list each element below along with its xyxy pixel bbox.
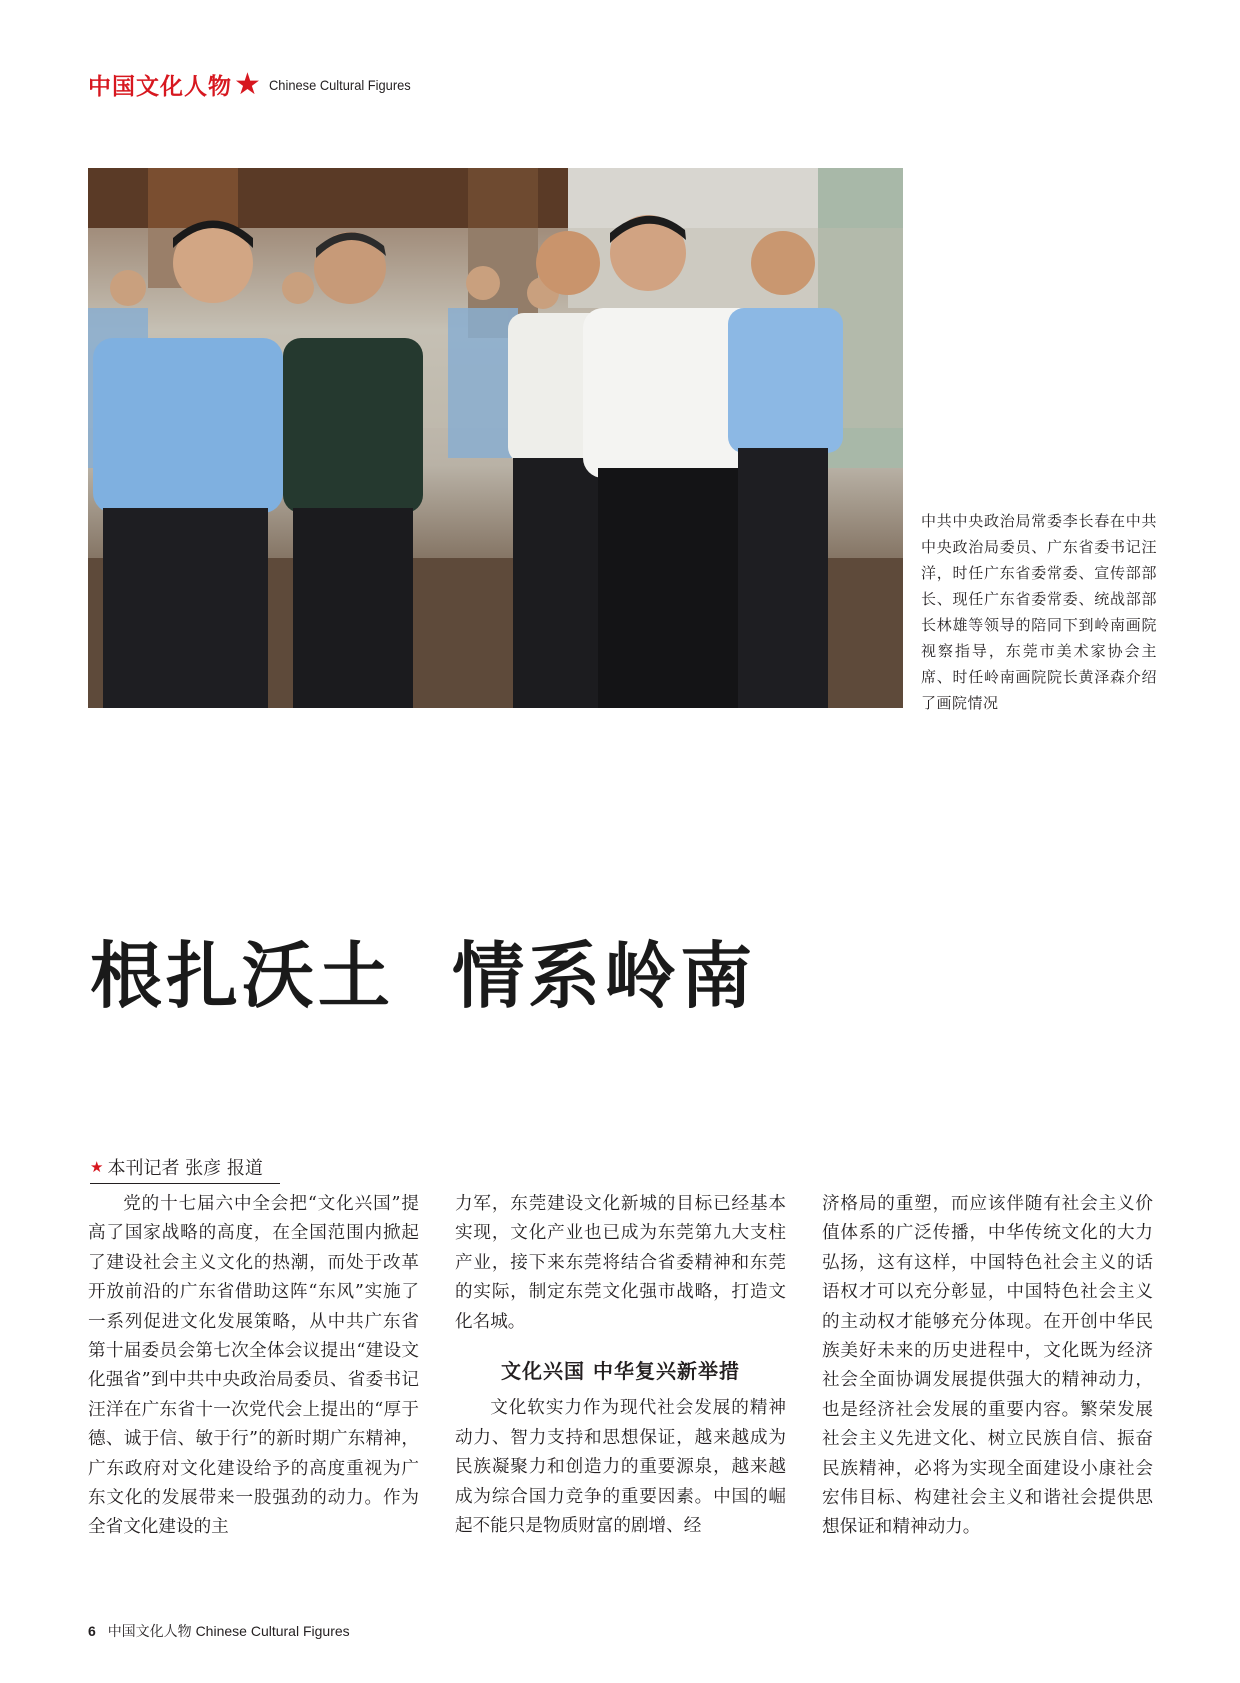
- magazine-logo-en: Chinese Cultural Figures: [268, 76, 411, 93]
- paragraph: 力军，东莞建设文化新城的目标已经基本实现，文化产业也已成为东莞第九大支柱产业，接下来东莞将结合省委精神和东莞的实际，制定东莞文化强市战略，打造文化名城。: [455, 1194, 786, 1332]
- paragraph: 党的十七届六中全会把“文化兴国”提高了国家战略的高度，在全国范围内掀起了建设社会主义文化的热潮，而处于改革开放前沿的广东省借助这阵“东风”实施了一系列促进文化发展策略，从中共广东省第十届委员会第七次全体会议提出“建设文化强省”到中共中央政治局委员、省委书记汪洋在广东省十一次党代会上提出的“厚于德、诚于信、敏于行”的新时期广东精神，广东政府对文化建设给予的高度重视为广东文化的发展带来一股强劲的动力。作为全省文化建设的主: [88, 1194, 419, 1538]
- paragraph: 济格局的重塑，而应该伴随有社会主义价值体系的广泛传播，中华传统文化的大力弘扬，这有这样，中国特色社会主义的话语权才可以充分彰显，中国特色社会主义的主动权才能够充分体现。在开创中华民族美好未来的历史进程中，文化既为经济社会全面协调发展提供强大的精神动力，也是经济社会发展的重要内容。繁荣发展社会主义先进文化、树立民族自信、振奋民族精神，必将为实现全面建设小康社会宏伟目标、构建社会主义和谐社会提供思想保证和精神动力。: [822, 1194, 1153, 1538]
- article-title: 根扎沃土 情系岭南: [90, 933, 757, 1018]
- masthead: [88, 68, 423, 101]
- section-heading: 文化兴国 中华复兴新举措: [501, 1359, 740, 1384]
- byline-text: 本刊记者 张彦 报道: [107, 1158, 263, 1179]
- star-icon: ★: [90, 1158, 104, 1176]
- news-photo: [88, 168, 903, 708]
- star-icon: ★: [234, 66, 261, 102]
- page-number: 6: [88, 1623, 96, 1639]
- byline: [90, 1154, 280, 1184]
- magazine-logo-cn: 中国文化人物: [88, 73, 232, 100]
- photo-caption: 中共中央政治局常委李长春在中共中央政治局委员、广东省委书记汪洋，时任广东省委常委、宣传部部长、现任广东省委常委、统战部部长林雄等领导的陪同下到岭南画院视察指导，东莞市美术家协会主席、时任岭南画院院长黄泽森介绍了画院情况: [921, 512, 1157, 712]
- footer-publication: 中国文化人物 Chinese Cultural Figures: [107, 1623, 350, 1639]
- page-footer: [88, 1621, 350, 1641]
- paragraph: 文化软实力作为现代社会发展的精神动力、智力支持和思想保证，越来越成为民族凝聚力和创造力的重要源泉，越来越成为综合国力竞争的重要因素。中国的崛起不能只是物质财富的剧增、经: [455, 1398, 786, 1537]
- article-column-1: [88, 1190, 419, 1543]
- article-column-2: [455, 1190, 786, 1541]
- article-column-3: [822, 1190, 1153, 1543]
